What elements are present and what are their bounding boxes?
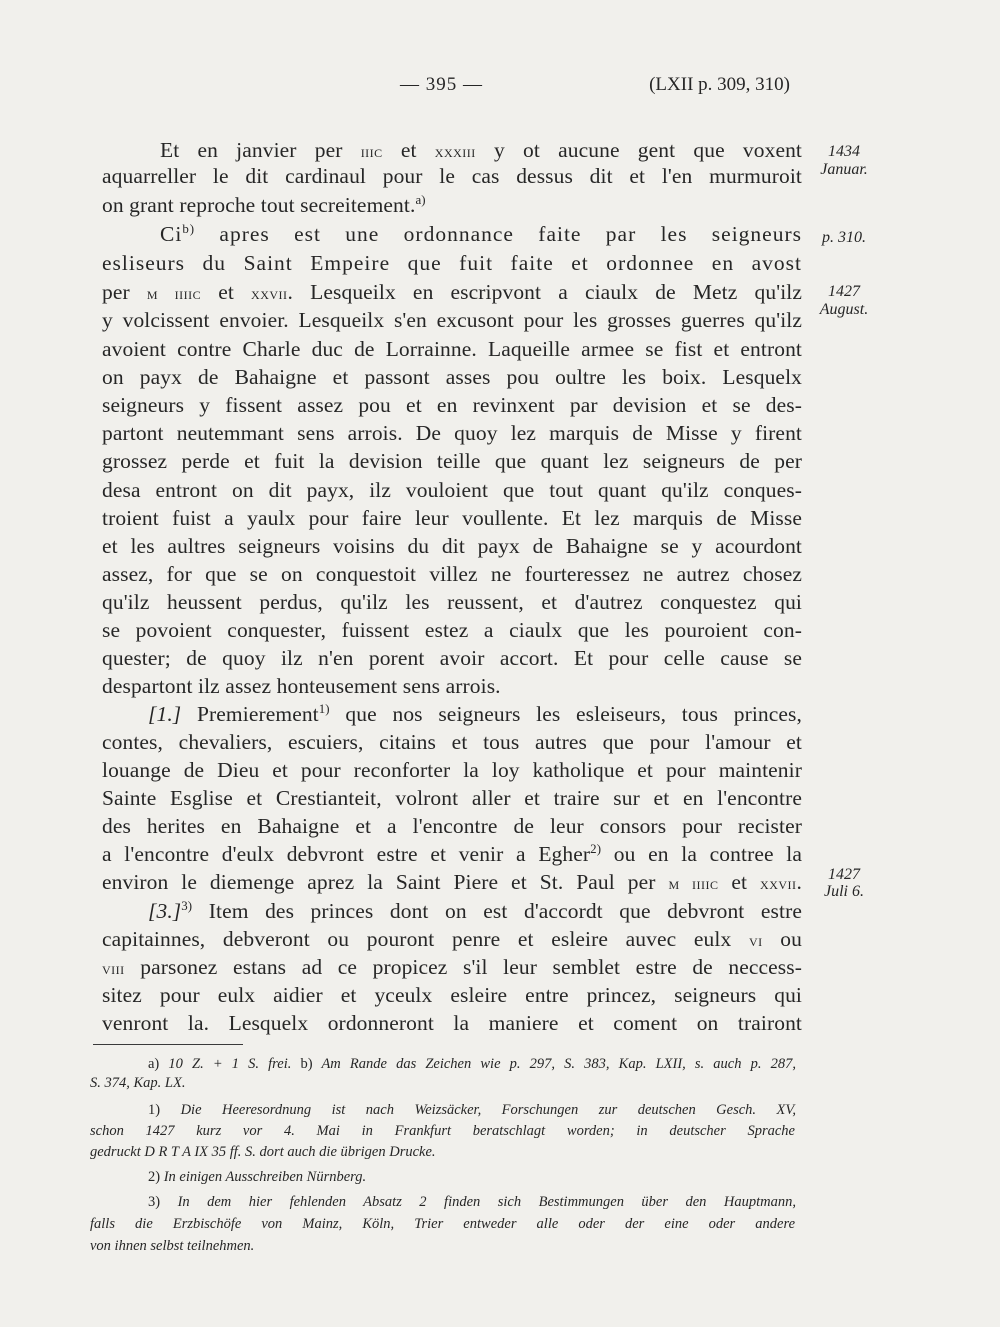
text-line: per m iiiic et xxvii. Lesqueilx en escripvont a ciaulx de Metz qu'ilz (102, 280, 802, 304)
text-line: $[3.]^{3)}$ Item des princes dont on est d'accordt que debvront estre (148, 898, 802, 923)
margin-note-1427-august (808, 282, 880, 320)
margin-note-1434 (808, 142, 880, 180)
text-line: venront la. Lesquelx ordonneront la maniere et coment on trairont (102, 1011, 802, 1035)
text-line: louange de Dieu et pour reconforter la loy katholique et pour maintenir (102, 758, 802, 782)
footnote-divider (93, 1044, 243, 1045)
footnote-line: von ihnen selbst teilnehmen. (90, 1238, 255, 1254)
text-line: contes, chevaliers, escuiers, citains et tous autres que pour l'amour et (102, 730, 802, 754)
text-line: [1.] Premierement$^{1)}$ que nos seigneurs les esleiseurs, tous princes, (148, 701, 802, 726)
text-line: on payx de Bahaigne et passont asses pou oultre les boix. Lesquelx (102, 365, 802, 389)
text-line: aquarreller le dit cardinaul pour le cas dessus dit et l'en murmuroit (102, 164, 802, 188)
text-line: capitainnes, debveront ou pouront penre et esleire auvec eulx vi ou (102, 927, 802, 951)
text-line: avoient contre Charle duc de Lorrainne. Laqueille armee se fist et entront (102, 337, 802, 361)
text-line: grossez perde et fuit la devision teille que quant lez seigneurs de per (102, 449, 802, 473)
text-line: despartont ilz assez honteusement sens arrois. (102, 674, 501, 698)
margin-note-page: p. 310. (822, 229, 866, 246)
text-line: qu'ilz heussent perdus, qu'ilz les reussent, et d'autrez conquestez qui (102, 590, 802, 614)
text-line: environ le diemenge aprez la Saint Piere et St. Paul per m iiiic et xxvii. (102, 870, 803, 894)
footnote-line: a) 10 Z. + 1 S. frei. b) Am Rande das Zeichen wie p. 297, S. 383, Kap. LXII, s. auch p. 287, (148, 1056, 796, 1072)
section-number: [1.] (148, 702, 182, 726)
text-line: partont neutemmant sens arrois. De quoy lez marquis de Misse y firent (102, 421, 802, 445)
footnote-line: 3) In dem hier fehlenden Absatz 2 finden sich Bestimmungen über den Hauptmann, (148, 1194, 796, 1210)
margin-year: 1427 (828, 866, 860, 883)
text-line: quester; de quoy ilz n'en porent avoir accort. Et pour celle cause se (102, 646, 802, 670)
text-line: on grant reproche tout secreitement.$^{a)}$ (102, 192, 426, 217)
text-line: a l'encontre d'eulx debvront estre et venir a Egher$^{2)}$ ou en la contree la (102, 841, 802, 866)
footnote-line: schon 1427 kurz vor 4. Mai in Frankfurt beratschlagt worden; in deutscher Sprache (90, 1123, 795, 1139)
text-line: assez, for que se on conquestoit villez ne fourteressez ne autrez chosez (102, 562, 802, 586)
margin-note-1427-juli (808, 865, 880, 902)
margin-year: 1434 (828, 143, 860, 160)
text-line: esliseurs du Saint Empeire que fuit faite et ordonnee en avost (102, 251, 802, 275)
text-line: Et en janvier per iiic et xxxiii y ot aucune gent que voxent (160, 138, 803, 162)
text-line: se povoient conquester, fuissent estez a ciaulx que les pouroient con- (102, 618, 802, 642)
text-line: Ci$^{b)}$ apres est une ordonnance faite par les seigneurs (160, 221, 802, 246)
text-line: seigneurs y fissent assez pou et en revinxent par devision et se des- (102, 393, 802, 417)
text-line: Sainte Esglise et Crestianteit, volront aller et traire sur et en l'encontre (102, 786, 802, 810)
footnote-line: 1) Die Heeresordnung ist nach Weizsäcker, Forschungen zur deutschen Gesch. XV, (148, 1102, 796, 1118)
page-header (0, 74, 1000, 104)
text-line: viii parsonez estans ad ce propicez s'il leur semblet estre de neccess- (102, 955, 802, 979)
page-number: — 395 — (400, 74, 483, 95)
footnote-line: gedruckt D R T A IX 35 ff. S. dort auch die übrigen Drucke. (90, 1144, 436, 1160)
text-line: y volcissent envoier. Lesqueilx s'en excusont pour les grosses guerres qu'ilz (102, 308, 802, 332)
text-line: troient fuist a yaulx pour faire leur voullente. Et lez marquis de Misse (102, 506, 802, 530)
text-line: des herites en Bahaigne et a l'encontre de leur consors pour recister (102, 814, 802, 838)
text-line: et les aultres seigneurs voisins du dit payx de Bahaigne se y acourdont (102, 534, 802, 558)
section-number: [3.] (148, 899, 182, 923)
footnote-line: falls die Erzbischöfe von Mainz, Köln, Trier entweder alle oder der eine oder andere (90, 1216, 795, 1232)
margin-month: Januar. (820, 161, 868, 178)
page-reference: (LXII p. 309, 310) (649, 74, 790, 95)
footnote-line: 2) In einigen Ausschreiben Nürnberg. (148, 1169, 367, 1185)
text-line: desa entront on dit payx, ilz vouloient que tout quant qu'ilz conques- (102, 478, 802, 502)
margin-day: Juli 6. (824, 883, 864, 900)
margin-month: August. (819, 301, 869, 318)
footnote-line: S. 374, Kap. LX. (90, 1075, 186, 1091)
text-line: sitez pour eulx aidier et yceulx esleire entre princez, seigneurs qui (102, 983, 802, 1007)
margin-year: 1427 (828, 283, 860, 300)
